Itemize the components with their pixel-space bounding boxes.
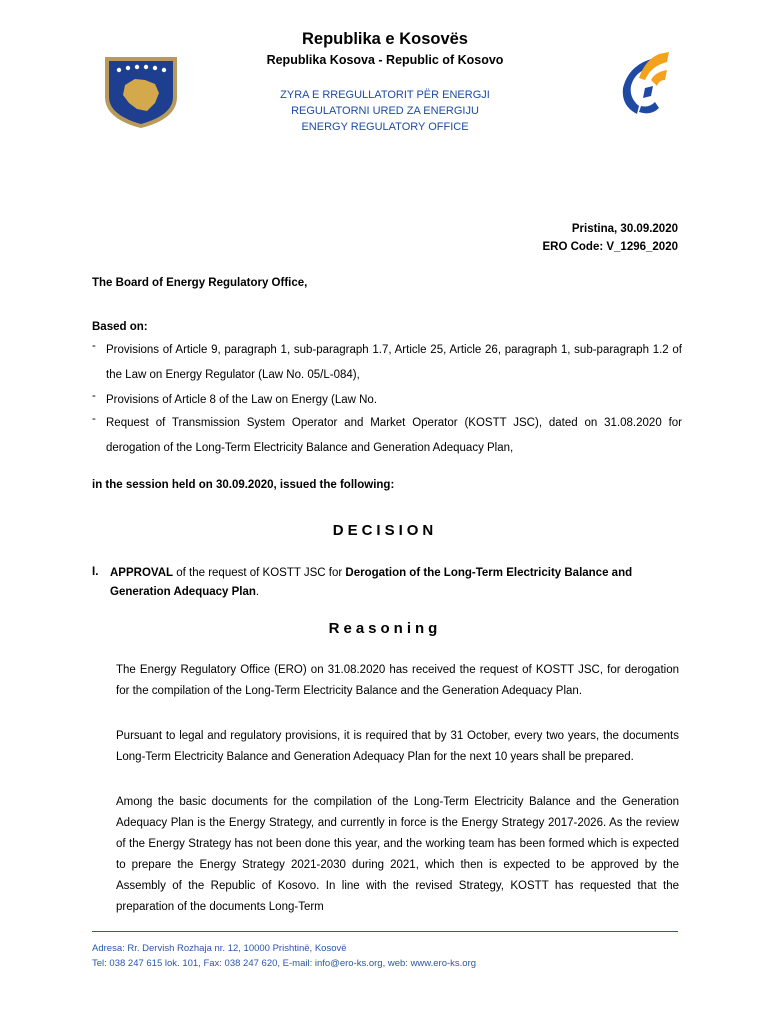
decision-item [92, 564, 682, 602]
office-name-english: ENERGY REGULATORY OFFICE [301, 121, 469, 133]
basis-text: Request of Transmission System Operator and Market Operator (KOSTT JSC), dated on 31.08.2020 for derogation of the Long-Term Electricity Balance and Generation Adequacy Plan, [106, 417, 682, 454]
decision-item-end: . [255, 586, 260, 598]
basis-list-item [92, 388, 682, 413]
decision-item-number: I. [92, 566, 99, 578]
country-title: Republika e Kosovës [302, 30, 468, 48]
decision-item-body: of the request of KOSTT JSC for [173, 567, 346, 579]
country-subtitle: Republika Kosova - Republic of Kosovo [266, 53, 504, 67]
footer-address: Adresa: Rr. Dervish Rozhaja nr. 12, 10000 Prishtinë, Kosovë [92, 943, 347, 954]
list-dash: - [92, 413, 96, 425]
session-line: in the session held on 30.09.2020, issued the following: [92, 479, 395, 491]
reasoning-paragraph: Among the basic documents for the compilation of the Long-Term Electricity Balance and the Generation Adequacy Plan is the Energy Strategy, and currently in force is the Energy Strategy 2017-2026. As the review of the Energy Strategy has not been done this year, and the working team has been formed which is expected to prepare the Energy Strategy 2021-2030 during 2021, which then is expected to be approved by the Assembly of the Republic of Kosovo. In line with the revised Strategy, KOSTT has requested that the preparation of the documents Long-Term [116, 796, 679, 913]
footer-divider [92, 931, 678, 932]
office-name-albanian: ZYRA E RREGULLATORIT PËR ENERGJI [280, 89, 490, 101]
ero-logo-icon [615, 50, 673, 118]
document-code: ERO Code: V_1296_2020 [542, 241, 678, 253]
basis-list-item [92, 411, 682, 461]
reasoning-paragraph: Pursuant to legal and regulatory provisions, it is required that by 31 October, every two years, the documents Long-Term Electricity Balance and Generation Adequacy Plan for the next 10 years shall be prepared. [116, 730, 679, 763]
decision-heading: DECISION [332, 522, 438, 539]
derogation-subject: Derogation of the Long-Term Electricity Balance and Generation Adequacy Plan [110, 567, 633, 598]
reasoning-paragraph: The Energy Regulatory Office (ERO) on 31.08.2020 has received the request of KOSTT JSC, for derogation for the compilation of the Long-Term Electricity Balance and the Generation Adequacy Plan. [116, 664, 679, 697]
footer-contact: Tel: 038 247 615 lok. 101, Fax: 038 247 620, E-mail: info@ero-ks.org, web: www.ero-ks.org [92, 958, 477, 969]
based-on-label: Based on: [92, 321, 148, 333]
office-name-serbian: REGULATORNI URED ZA ENERGIJU [291, 105, 479, 117]
basis-list-item [92, 338, 682, 388]
reasoning-heading: Reasoning [328, 620, 442, 637]
decision-item-text [110, 564, 682, 602]
basis-text: Provisions of Article 9, paragraph 1, sub-paragraph 1.7, Article 25, Article 26, paragraph 1, sub-paragraph 1.2 of the Law on Energy Regulator (Law No. 05/L-084), [106, 344, 682, 381]
approval-label: APPROVAL [110, 567, 174, 579]
board-line: The Board of Energy Regulatory Office, [92, 277, 308, 289]
document-date: Pristina, 30.09.2020 [571, 223, 678, 235]
list-dash: - [92, 390, 96, 402]
list-dash: - [92, 340, 96, 352]
basis-text: Provisions of Article 8 of the Law on Energy (Law No. [106, 394, 378, 406]
